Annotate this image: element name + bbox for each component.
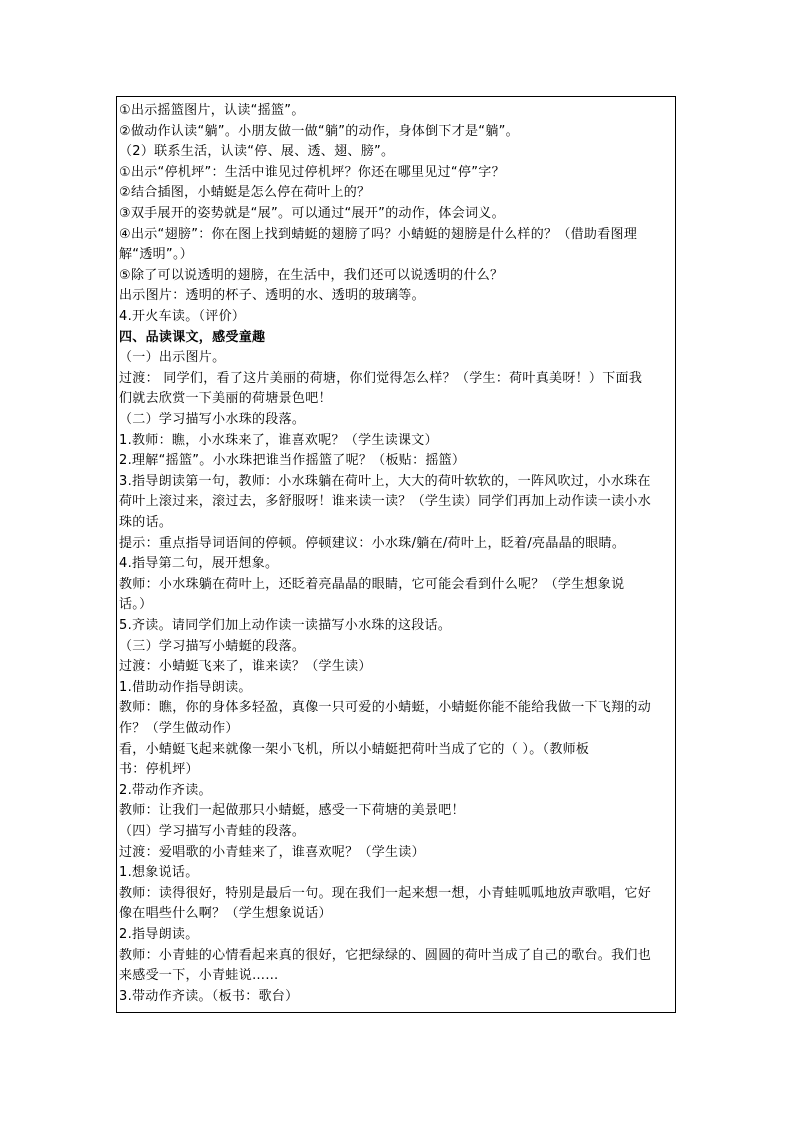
text-line: 话。） (119, 597, 153, 613)
text-line: 教师：小水珠躺在荷叶上，还眨着亮晶晶的眼睛，它可能会看到什么呢？（学生想象说 (119, 576, 625, 592)
text-line: （一）出示图片。 (119, 350, 226, 366)
lesson-plan-table-cell (116, 96, 676, 1013)
text-line: （2）联系生活，认读“停、展、透、翅、膀”。 (119, 144, 395, 160)
text-line: 来感受一下，小青蛙说…… (119, 968, 279, 984)
text-line: 3.带动作齐读。（板书：歌台） (119, 988, 299, 1004)
text-line: 3.指导朗读第一句，教师：小水珠躺在荷叶上，大大的荷叶软软的，一阵风吹过，小水珠在 (119, 473, 651, 489)
text-line: 教师：读得很好，特别是最后一句。现在我们一起来想一想，小青蛙呱呱地放声歌唱，它好 (119, 885, 652, 901)
text-line: 4.开火车读。（评价） (119, 309, 246, 324)
text-line: 教师：瞧，你的身体多轻盈，真像一只可爱的小蜻蜓，小蜻蜓你能不能给我做一下飞翔的动 (119, 700, 652, 716)
text-line: 过渡： 同学们，看了这片美丽的荷塘，你们觉得怎么样？（学生：荷叶真美呀！）下面我 (119, 370, 643, 386)
text-line: ②结合插图，小蜻蜓是怎么停在荷叶上的？ (119, 185, 371, 201)
text-line: 2.理解“摇篮”。小水珠把谁当作摇篮了呢？（板贴：摇篮） (119, 453, 466, 469)
text-line: 2.指导朗读。 (119, 927, 199, 942)
text-line: 看，小蜻蜓飞起来就像一架小飞机，所以小蜻蜓把荷叶当成了它的（ ）。（教师板 (119, 741, 590, 757)
text-line: ④出示“翅膀”：你在图上找到蜻蜓的翅膀了吗？小蜻蜓的翅膀是什么样的？（借助看图理 (119, 226, 638, 242)
text-line: （二）学习描写小水珠的段落。 (119, 412, 306, 427)
text-line: 教师：让我们一起做那只小蜻蜓，感受一下荷塘的美景吧！ (119, 803, 465, 819)
text-line: 1.想象说话。 (119, 865, 199, 881)
text-line: 像在唱些什么啊？（学生想象说话） (119, 906, 332, 922)
text-line: ①出示“停机坪”：生活中谁见过停机坪？你还在哪里见过“停”字？ (119, 164, 505, 180)
text-line: ②做动作认读“躺”。小朋友做一做“躺”的动作，身体倒下才是“躺”。 (119, 123, 519, 139)
text-line: ①出示摇篮图片，认读“摇篮”。 (119, 103, 305, 118)
text-line: 提示：重点指导词语间的停顿。停顿建议：小水珠/躺在/荷叶上，眨着/亮晶晶的眼睛。 (119, 535, 626, 551)
text-line: 5.齐读。请同学们加上动作读一读描写小水珠的这段话。 (119, 618, 452, 633)
text-line: （四）学习描写小青蛙的段落。 (119, 824, 306, 839)
text-line: （三）学习描写小蜻蜓的段落。 (119, 638, 306, 654)
text-line: 们就去欣赏一下美丽的荷塘景色吧！ (119, 391, 332, 407)
text-line: 作？（学生做动作） (119, 721, 239, 736)
text-line: 书：停机坪） (119, 762, 199, 778)
text-line: 过渡：爱唱歌的小青蛙来了，谁喜欢呢？（学生读） (119, 844, 425, 860)
text-line: 荷叶上滚过来，滚过去，多舒服呀！谁来读一读？（学生读）同学们再加上动作读一读小水 (119, 494, 652, 510)
section-heading: 四、品读课文，感受童趣 (119, 329, 266, 345)
text-line: ③双手展开的姿势就是“展”。可以通过“展开”的动作，体会词义。 (119, 206, 505, 221)
text-line: ⑤除了可以说透明的翅膀，在生活中，我们还可以说透明的什么？ (119, 267, 504, 283)
text-line: 1.借助动作指导朗读。 (119, 679, 252, 695)
text-line: 2.带动作齐读。 (119, 782, 212, 798)
text-line: 1.教师：瞧，小水珠来了，谁喜欢呢？（学生读课文） (119, 432, 438, 448)
text-line: 过渡：小蜻蜓飞来了，谁来读？（学生读） (119, 659, 372, 675)
text-line: 4.指导第二句，展开想象。 (119, 556, 279, 572)
text-line: 教师：小青蛙的心情看起来真的很好，它把绿绿的、圆圆的荷叶当成了自己的歌台。我们也 (119, 947, 652, 963)
text-line: 出示图片：透明的杯子、透明的水、透明的玻璃等。 (119, 288, 425, 304)
text-line: 解“透明”。） (119, 247, 194, 263)
text-line: 珠的话。 (119, 515, 173, 530)
